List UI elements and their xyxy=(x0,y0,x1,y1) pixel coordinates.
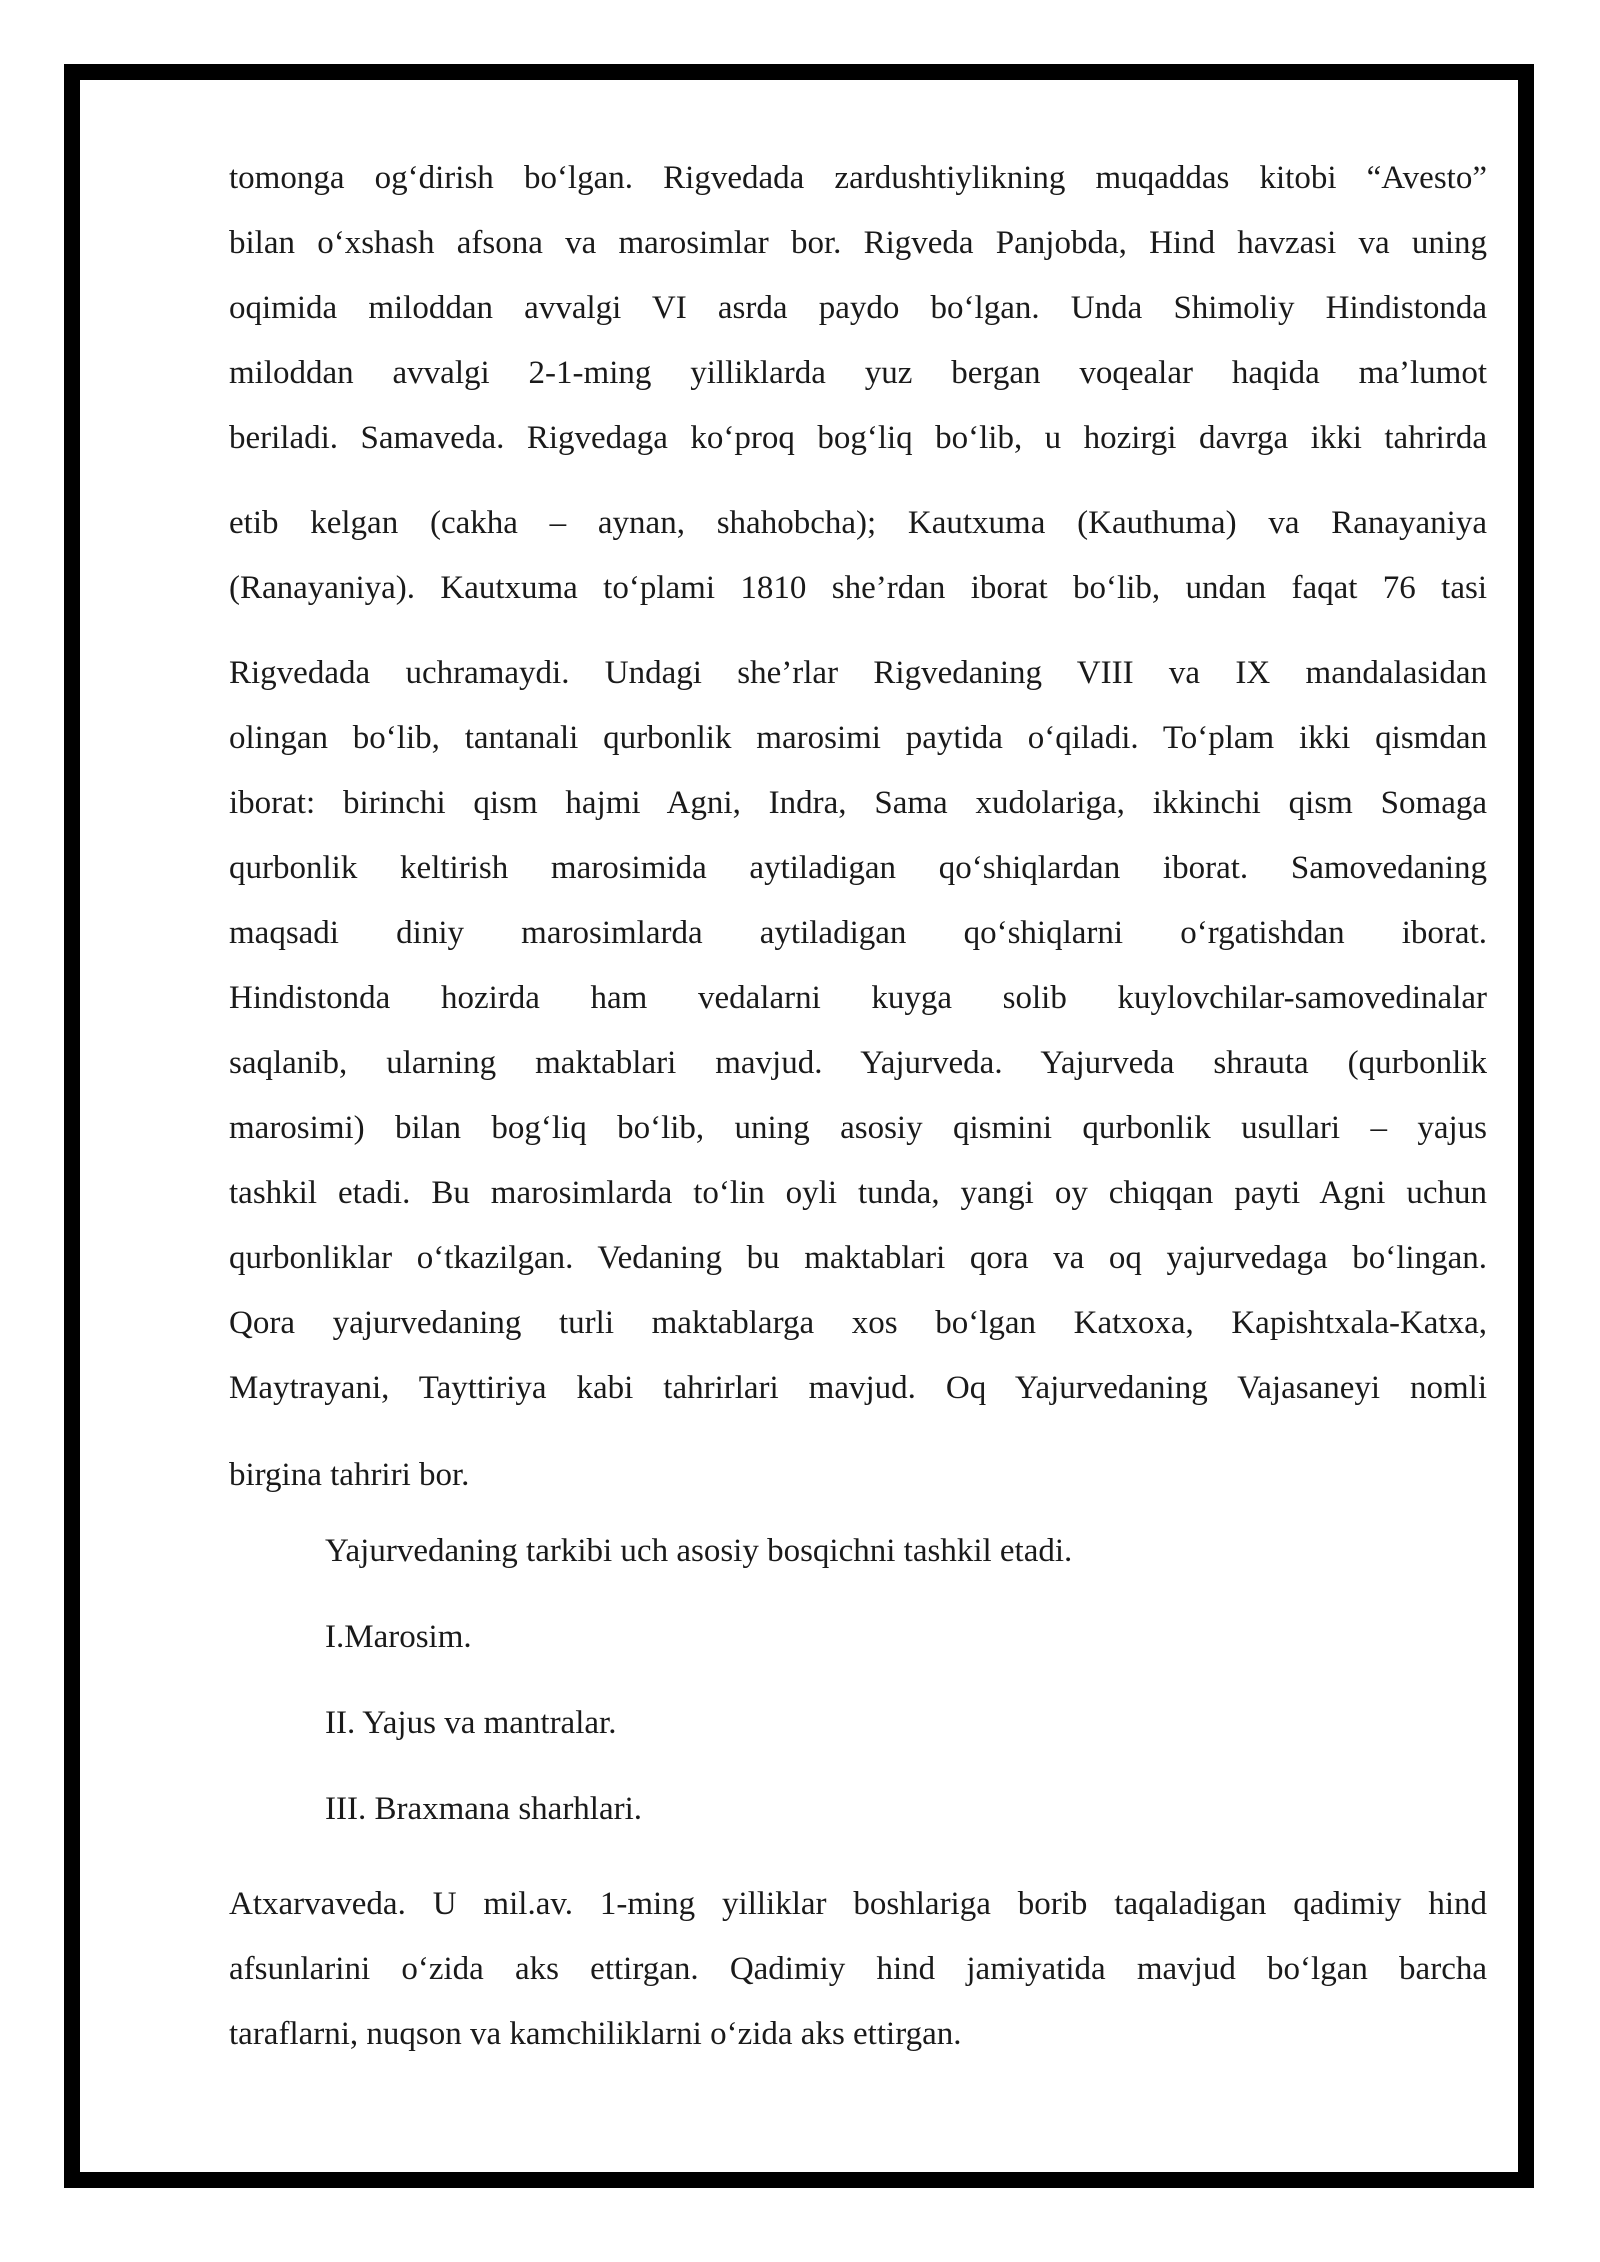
text-line: Qora yajurvedaning turli maktablarga xos bo‘lgan Katxoxa, Kapishtxala-Katxa, xyxy=(229,1305,1487,1341)
text-line: Rigvedada uchramaydi. Undagi she’rlar Rigvedaning VIII va IX mandalasidan xyxy=(229,655,1487,691)
text-line: birgina tahriri bor. xyxy=(229,1457,470,1493)
text-line: tashkil etadi. Bu marosimlarda to‘lin oyli tunda, yangi oy chiqqan payti Agni uchun xyxy=(229,1175,1487,1211)
text-line: (Ranayaniya). Kautxuma to‘plami 1810 she’rdan iborat bo‘lib, undan faqat 76 tasi xyxy=(229,570,1487,606)
text-line: olingan bo‘lib, tantanali qurbonlik marosimi paytida o‘qiladi. To‘plam ikki qismdan xyxy=(229,720,1487,756)
text-line: bilan o‘xshash afsona va marosimlar bor. Rigveda Panjobda, Hind havzasi va uning xyxy=(229,225,1487,261)
text-line: iborat: birinchi qism hajmi Agni, Indra, Sama xudolariga, ikkinchi qism Somaga xyxy=(229,785,1487,821)
text-line: tomonga og‘dirish bo‘lgan. Rigvedada zardushtiylikning muqaddas kitobi “Avesto” xyxy=(229,160,1487,196)
text-line: afsunlarini o‘zida aks ettirgan. Qadimiy hind jamiyatida mavjud bo‘lgan barcha xyxy=(229,1951,1487,1987)
text-line: beriladi. Samaveda. Rigvedaga ko‘proq bog‘liq bo‘lib, u hozirgi davrga ikki tahrirda xyxy=(229,420,1487,456)
text-line: oqimida miloddan avvalgi VI asrda paydo bo‘lgan. Unda Shimoliy Hindistonda xyxy=(229,290,1487,326)
paragraph-samaveda xyxy=(229,491,1487,621)
document-body xyxy=(229,146,1487,2067)
list-intro: Yajurvedaning tarkibi uch asosiy bosqichni tashkil etadi. xyxy=(325,1533,1073,1569)
text-line: etib kelgan (cakha – aynan, shahobcha); Kautxuma (Kauthuma) va Ranayaniya xyxy=(229,505,1487,541)
list-item: III. Braxmana sharhlari. xyxy=(325,1791,643,1827)
list-item: I.Marosim. xyxy=(325,1619,472,1655)
paragraph-rigveda xyxy=(229,146,1487,471)
paragraph-samaveda-yajurveda xyxy=(229,641,1487,1421)
list-item: II. Yajus va mantralar. xyxy=(325,1705,617,1741)
text-line: marosimi) bilan bog‘liq bo‘lib, uning asosiy qismini qurbonlik usullari – yajus xyxy=(229,1110,1487,1146)
text-line: Maytrayani, Tayttiriya kabi tahrirlari mavjud. Oq Yajurvedaning Vajasaneyi nomli xyxy=(229,1370,1487,1406)
text-line: Hindistonda hozirda ham vedalarni kuyga solib kuylovchilar-samovedinalar xyxy=(229,980,1487,1016)
stages-list xyxy=(229,1508,1487,1852)
text-line: miloddan avvalgi 2-1-ming yilliklarda yuz bergan voqealar haqida ma’lumot xyxy=(229,355,1487,391)
text-line: taraflarni, nuqson va kamchiliklarni o‘zida aks ettirgan. xyxy=(229,2016,962,2052)
text-line: qurbonliklar o‘tkazilgan. Vedaning bu maktablari qora va oq yajurvedaga bo‘lingan. xyxy=(229,1240,1487,1276)
text-line: qurbonlik keltirish marosimida aytiladigan qo‘shiqlardan iborat. Samovedaning xyxy=(229,850,1487,886)
paragraph-tail xyxy=(229,1443,1487,1508)
text-line: Atxarvaveda. U mil.av. 1-ming yilliklar boshlariga borib taqaladigan qadimiy hind xyxy=(229,1886,1487,1922)
paragraph-atharvaveda xyxy=(229,1872,1487,2067)
text-line: maqsadi diniy marosimlarda aytiladigan qo‘shiqlarni o‘rgatishdan iborat. xyxy=(229,915,1487,951)
text-line: saqlanib, ularning maktablari mavjud. Yajurveda. Yajurveda shrauta (qurbonlik xyxy=(229,1045,1487,1081)
